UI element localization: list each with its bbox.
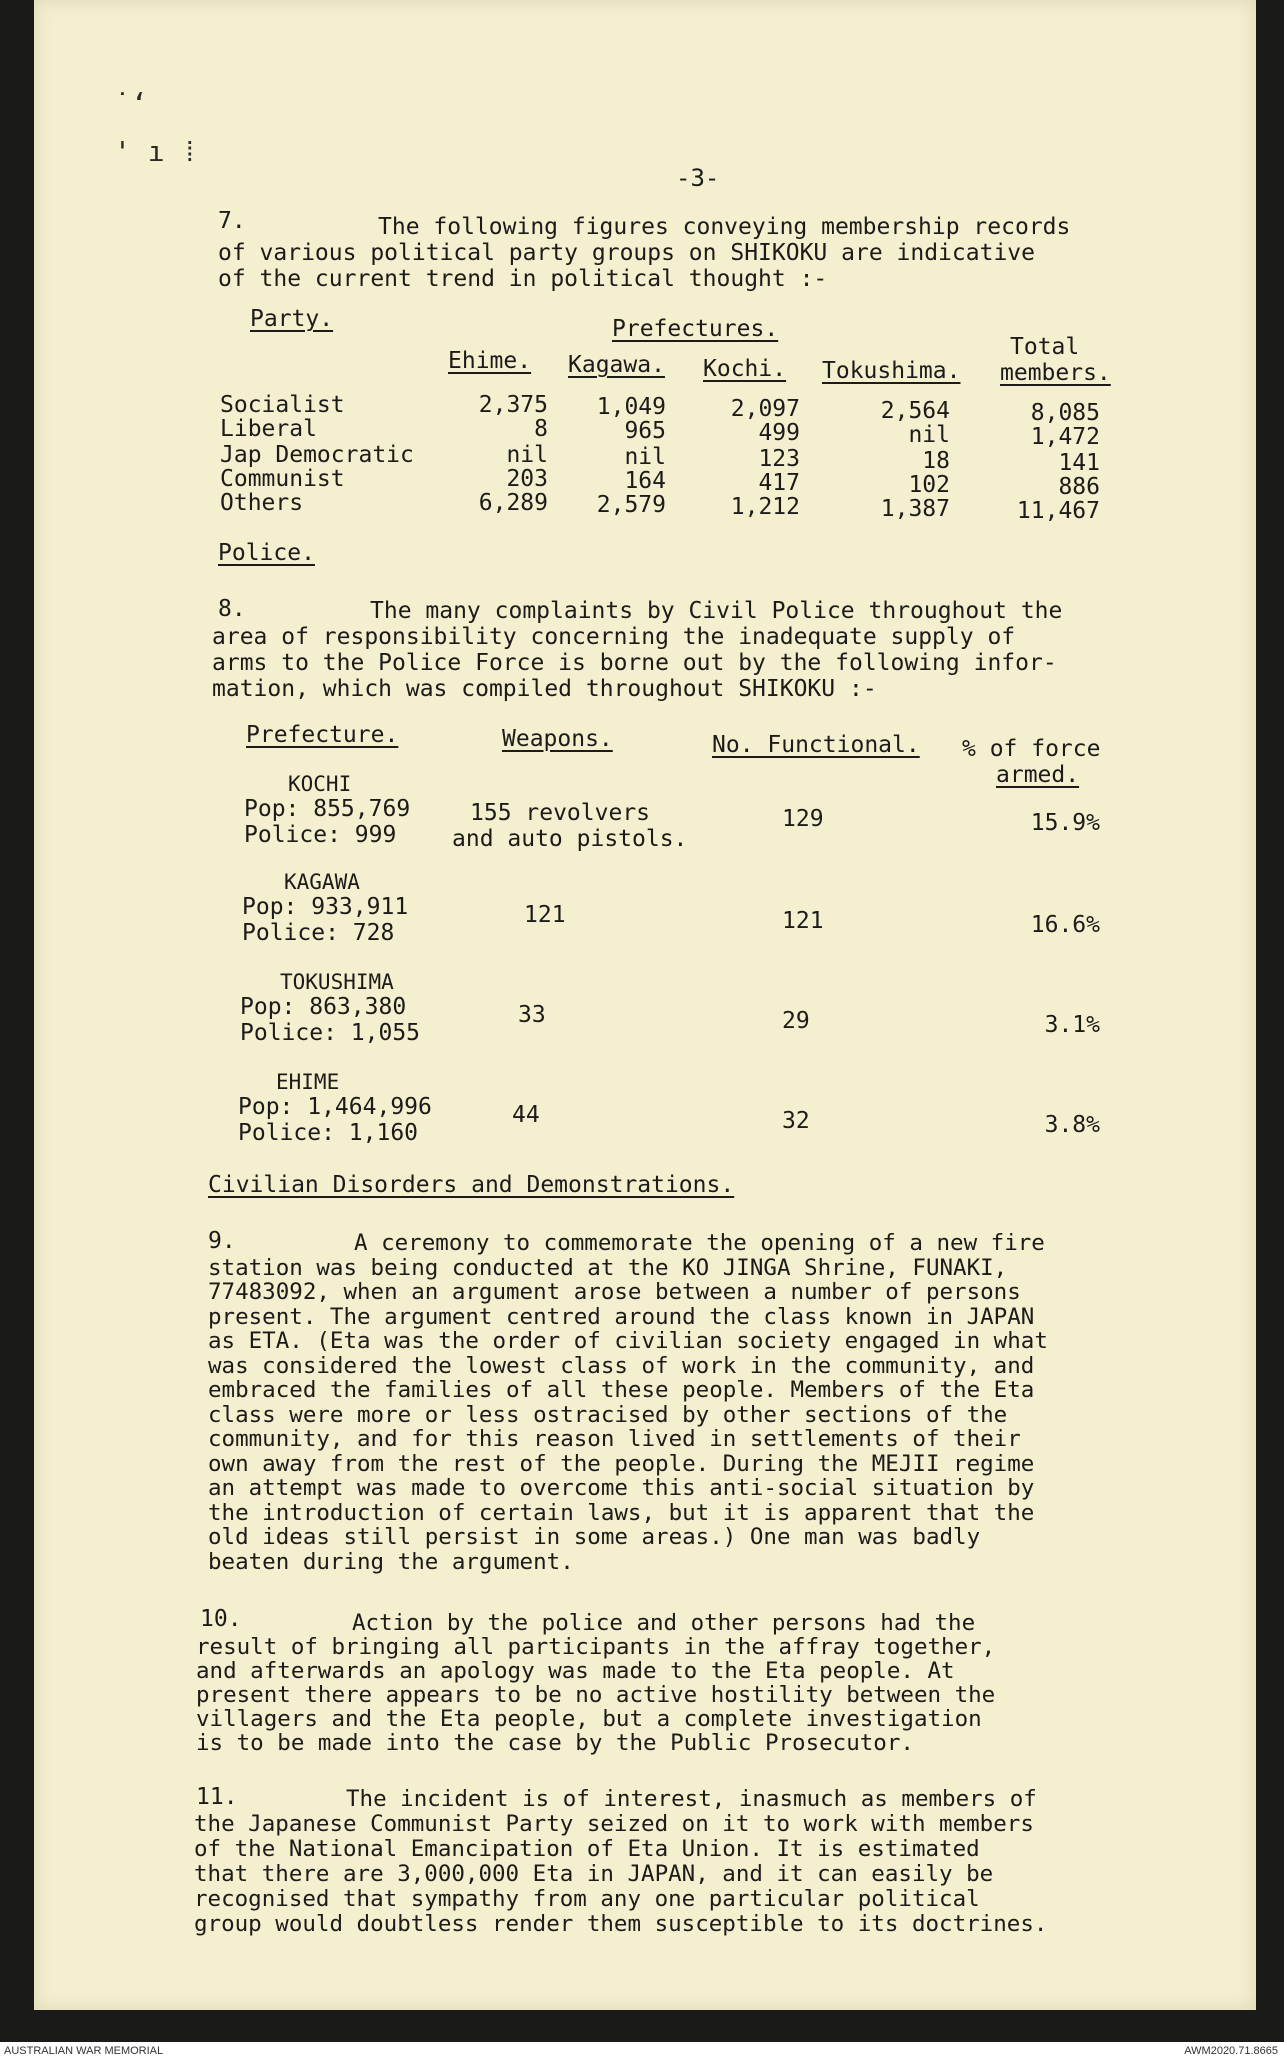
para-8-number: 8. — [218, 596, 246, 622]
para9-line: the introduction of certain laws, but it is apparent that the — [208, 1499, 1035, 1526]
party-cell-ehime: 8 — [534, 416, 548, 442]
para-9-number: 9. — [208, 1228, 236, 1254]
party-cell-ehime: 203 — [506, 466, 548, 492]
margin-marks: ˙‘ ' ı ⁞ — [114, 87, 199, 168]
column-header: Tokushima. — [822, 358, 961, 384]
police-count: Police: 999 — [244, 822, 397, 848]
footer-right-text: AWM2020.71.8665 — [1184, 2045, 1278, 2057]
party-row-name: Communist — [220, 466, 345, 492]
para10-line: result of bringing all participants in the affray together, — [196, 1634, 996, 1660]
para11-line: that there are 3,000,000 Eta in JAPAN, and it can easily be — [194, 1861, 994, 1887]
para-8-line: The many complaints by Civil Police throughout the — [370, 598, 1063, 624]
party-cell-kochi: 1,212 — [730, 494, 800, 520]
para-7-line: of the current trend in political thought :- — [218, 266, 828, 292]
para11-line: recognised that sympathy from any one particular political — [194, 1886, 980, 1912]
para-8-line: arms to the Police Force is borne out by the following infor- — [212, 650, 1057, 676]
disorders-heading: Civilian Disorders and Demonstrations. — [208, 1172, 735, 1198]
party-cell-total: 1,472 — [1030, 424, 1100, 450]
column-header: Kagawa. — [568, 352, 665, 378]
party-cell-kochi: 123 — [758, 446, 800, 472]
functional-header: No. Functional. — [712, 732, 920, 758]
party-cell-tokushima: nil — [908, 422, 950, 448]
prefectures-heading: Prefectures. — [612, 316, 779, 342]
armed-header: armed. — [996, 762, 1080, 788]
functional-count: 121 — [782, 908, 824, 934]
prefecture-name: TOKUSHIMA — [280, 970, 394, 994]
party-row-name: Others — [220, 490, 304, 516]
party-cell-kochi: 2,097 — [730, 396, 800, 422]
party-cell-tokushima: 2,564 — [880, 398, 950, 424]
para11-line: The incident is of interest, inasmuch as members of — [346, 1786, 1037, 1812]
party-cell-ehime: 2,375 — [478, 392, 548, 418]
para11-line: the Japanese Communist Party seized on it to work with members — [194, 1811, 1034, 1837]
para9-line: present. The argument centred around the class known in JAPAN — [208, 1303, 1035, 1330]
para9-line: community, and for this reason lived in settlements of their — [208, 1426, 1021, 1452]
para9-line: as ETA. (Eta was the order of civilian society engaged in what — [208, 1328, 1048, 1354]
party-row-name: Jap Democratic — [220, 442, 414, 468]
para9-line: station was being conducted at the KO JINGA Shrine, FUNAKI, — [208, 1254, 1008, 1281]
party-cell-total: 886 — [1058, 474, 1100, 500]
para10-line: is to be made into the case by the Public Prosecutor. — [196, 1730, 914, 1756]
party-heading: Party. — [250, 306, 334, 332]
police-count: Police: 1,055 — [240, 1020, 421, 1046]
weapons-value: 121 — [524, 902, 566, 928]
prefecture-header: Prefecture. — [246, 722, 399, 748]
footer-left-text: AUSTRALIAN WAR MEMORIAL — [4, 2045, 164, 2057]
police-count: Police: 728 — [242, 920, 395, 946]
para9-line: embraced the families of all these people. Members of the Eta — [208, 1377, 1035, 1403]
para11-line: group would doubtless render them susceptible to its doctrines. — [194, 1911, 1048, 1937]
functional-count: 129 — [782, 806, 824, 832]
para-10-number: 10. — [200, 1606, 242, 1632]
armed-header: % of force — [962, 736, 1101, 762]
armed-percent: 3.8% — [1044, 1112, 1100, 1138]
prefecture-name: EHIME — [276, 1070, 340, 1094]
para-7-line: The following figures conveying membership records — [378, 214, 1071, 240]
party-cell-kagawa: 2,579 — [596, 492, 666, 518]
weapons-header: Weapons. — [502, 726, 613, 752]
party-cell-tokushima: 1,387 — [880, 496, 950, 522]
para-11-number: 11. — [196, 1784, 238, 1810]
para9-line: own away from the rest of the people. During the MEJII regime — [208, 1450, 1035, 1477]
weapons-value: 33 — [518, 1002, 546, 1028]
para9-line: old ideas still persist in some areas.) One man was badly — [208, 1524, 981, 1550]
column-header: Ehime. — [448, 348, 532, 374]
para10-line: present there appears to be no active hostility between the — [196, 1682, 996, 1708]
weapons-value: 155 revolvers — [470, 800, 651, 826]
party-cell-kochi: 499 — [758, 420, 800, 446]
armed-percent: 15.9% — [1030, 810, 1100, 836]
party-cell-kagawa: 164 — [624, 468, 666, 494]
armed-percent: 16.6% — [1030, 912, 1100, 938]
functional-count: 32 — [782, 1108, 810, 1134]
prefecture-name: KOCHI — [288, 772, 352, 796]
police-heading: Police. — [218, 540, 315, 566]
para9-line: A ceremony to commemorate the opening of a new fire — [354, 1230, 1045, 1256]
police-count: Police: 1,160 — [238, 1120, 419, 1146]
party-row-name: Socialist — [220, 392, 345, 418]
para-7-number: 7. — [218, 208, 246, 234]
party-row-name: Liberal — [220, 416, 317, 442]
para11-line: of the National Emancipation of Eta Union. It is estimated — [194, 1836, 980, 1862]
party-cell-tokushima: 102 — [908, 472, 950, 498]
party-cell-ehime: nil — [506, 442, 548, 468]
para10-line: and afterwards an apology was made to the Eta people. At — [196, 1658, 955, 1684]
population-value: Pop: 1,464,996 — [238, 1094, 432, 1120]
para10-line: villagers and the Eta people, but a complete investigation — [196, 1706, 982, 1732]
party-cell-kagawa: 1,049 — [596, 394, 666, 420]
para9-line: class were more or less ostracised by other sections of the — [208, 1401, 1008, 1428]
total-heading: members. — [1000, 360, 1111, 386]
page-number: -3- — [676, 164, 720, 192]
footer-bar — [0, 2042, 1284, 2061]
weapons-value: 44 — [512, 1102, 540, 1128]
party-cell-total: 11,467 — [1016, 498, 1100, 524]
para-7-line: of various political party groups on SHIKOKU are indicative — [218, 240, 1035, 266]
party-cell-kochi: 417 — [758, 470, 800, 496]
population-value: Pop: 933,911 — [242, 894, 409, 920]
armed-percent: 3.1% — [1044, 1012, 1100, 1038]
para-8-line: mation, which was compiled throughout SHIKOKU :- — [212, 676, 877, 702]
prefecture-name: KAGAWA — [284, 870, 360, 894]
total-heading: Total — [1010, 334, 1080, 360]
party-cell-kagawa: 965 — [624, 418, 666, 444]
column-header: Kochi. — [703, 356, 787, 382]
para9-line: an attempt was made to overcome this anti-social situation by — [208, 1475, 1035, 1501]
para-8-line: area of responsibility concerning the inadequate supply of — [212, 624, 1016, 650]
population-value: Pop: 855,769 — [244, 796, 411, 822]
para9-line: was considered the lowest class of work in the community, and — [208, 1352, 1035, 1379]
para10-line: Action by the police and other persons had the — [352, 1610, 976, 1636]
party-cell-tokushima: 18 — [922, 448, 950, 474]
party-cell-kagawa: nil — [624, 444, 666, 470]
functional-count: 29 — [782, 1008, 810, 1034]
party-cell-total: 8,085 — [1030, 400, 1100, 426]
weapons-value: and auto pistols. — [452, 826, 688, 852]
para9-line: beaten during the argument. — [208, 1548, 574, 1575]
party-cell-total: 141 — [1058, 450, 1100, 476]
party-cell-ehime: 6,289 — [478, 490, 548, 516]
population-value: Pop: 863,380 — [240, 994, 407, 1020]
para9-line: 77483092, when an argument arose between a number of persons — [208, 1279, 1021, 1305]
